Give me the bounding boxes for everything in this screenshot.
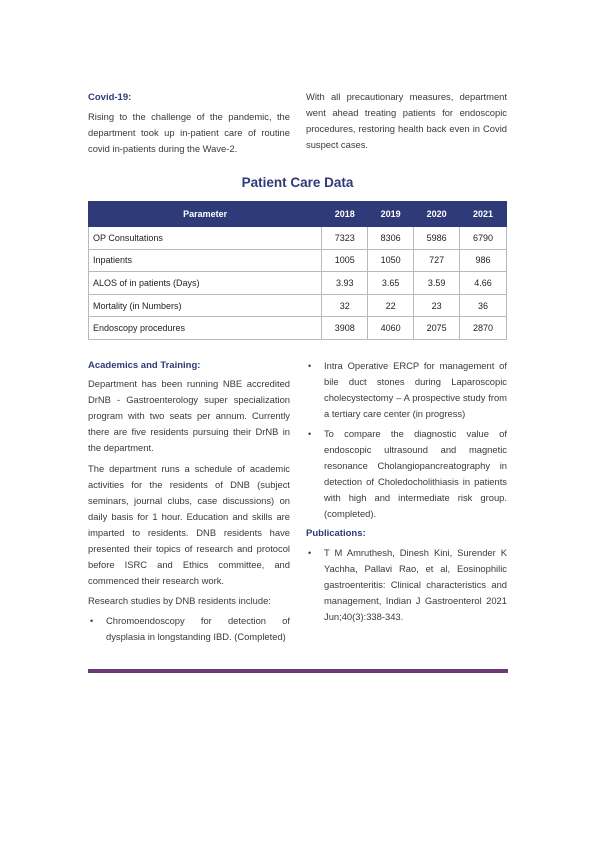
table-cell: 3.65 [368,272,414,295]
table-cell: 4.66 [460,272,507,295]
table-cell: 8306 [368,227,414,250]
research-list [88,613,290,645]
table-header-cell: 2020 [414,202,460,227]
table-cell: 1050 [368,249,414,272]
academics-left-column [88,360,290,649]
list-item [306,358,507,422]
academics-paragraph: The department runs a schedule of academic activities for the residents of DNB (subject seminars, journal clubs, case discussions) on daily basis for 1 hour. Education and skills are imparted to residents. DNB residents have presented their topics of research and protocol before ISRC and Ethics committee, and commenced their research work. [88,463,290,586]
list-item [306,545,507,625]
table-row [89,249,507,272]
footer-divider [88,669,508,673]
academics-paragraph: Department has been running NBE accredited DrNB - Gastroenterology super specialization program with two seats per annum. Currently there are five residents pursuing their DrNB in the department. [88,378,290,453]
table-cell: 3.59 [414,272,460,295]
academics-heading: Academics and Training: [88,360,201,371]
list-item [306,426,507,522]
bullet-icon: • [308,548,312,558]
table-cell: 32 [322,294,368,317]
table-cell: 3908 [322,317,368,340]
table-cell: 986 [460,249,507,272]
list-item-text: Chromoendoscopy for detection of dysplasia in longstanding IBD. (Completed) [106,615,290,642]
list-item-text: Intra Operative ERCP for management of bile duct stones during Laparoscopic cholecystectomy – A prospective study from a tertiary care center (in progress) [324,360,507,419]
table-cell: 22 [368,294,414,317]
publications-heading: Publications: [306,528,366,539]
table-cell: Endoscopy procedures [89,317,322,340]
table-header-row [89,202,507,227]
bullet-icon: • [90,616,94,626]
academics-right-column [306,358,507,629]
table-cell: 2075 [414,317,460,340]
table-header-cell: 2021 [460,202,507,227]
bullet-icon: • [308,361,312,371]
table-title: Patient Care Data [241,175,354,190]
table-cell: 727 [414,249,460,272]
covid-right-text: With all precautionary measures, department went ahead treating patients for endoscopic procedures, restoring health back even in Covid suspect cases. [306,91,507,150]
table-cell: 4060 [368,317,414,340]
table-cell: 7323 [322,227,368,250]
research-intro: Research studies by DNB residents include: [88,595,271,606]
list-item-text: To compare the diagnostic value of endoscopic ultrasound and magnetic resonance Cholangiopancreatography in detection of Choledocholithiasis in patients with high and intermediate risk group. (completed). [324,428,507,519]
table-cell: 2870 [460,317,507,340]
table-row [89,272,507,295]
table-row [89,294,507,317]
publications-list [306,545,507,625]
table-cell: ALOS of in patients (Days) [89,272,322,295]
table-header-cell: 2018 [322,202,368,227]
patient-care-table [88,201,507,340]
research-list-continued [306,358,507,522]
table-header-cell: Parameter [89,202,322,227]
table-cell: 6790 [460,227,507,250]
table-header-cell: 2019 [368,202,414,227]
table-cell: OP Consultations [89,227,322,250]
table-cell: Inpatients [89,249,322,272]
bullet-icon: • [308,429,312,439]
table-cell: 1005 [322,249,368,272]
table-cell: Mortality (in Numbers) [89,294,322,317]
table-row [89,227,507,250]
table-cell: 5986 [414,227,460,250]
table-row [89,317,507,340]
covid-heading: Covid-19: [88,92,132,103]
table-cell: 3.93 [322,272,368,295]
table-cell: 23 [414,294,460,317]
list-item [88,613,290,645]
covid-left-text: Rising to the challenge of the pandemic, the department took up in-patient care of routine covid in-patients during the Wave-2. [88,111,290,154]
table-cell: 36 [460,294,507,317]
list-item-text: T M Amruthesh, Dinesh Kini, Surender K Yachha, Pallavi Rao, et al, Eosinophilic gastroenteritis: Clinical characteristics and management, Indian J Gastroenterol 2021 Jun;40(3):338-343. [324,547,507,622]
